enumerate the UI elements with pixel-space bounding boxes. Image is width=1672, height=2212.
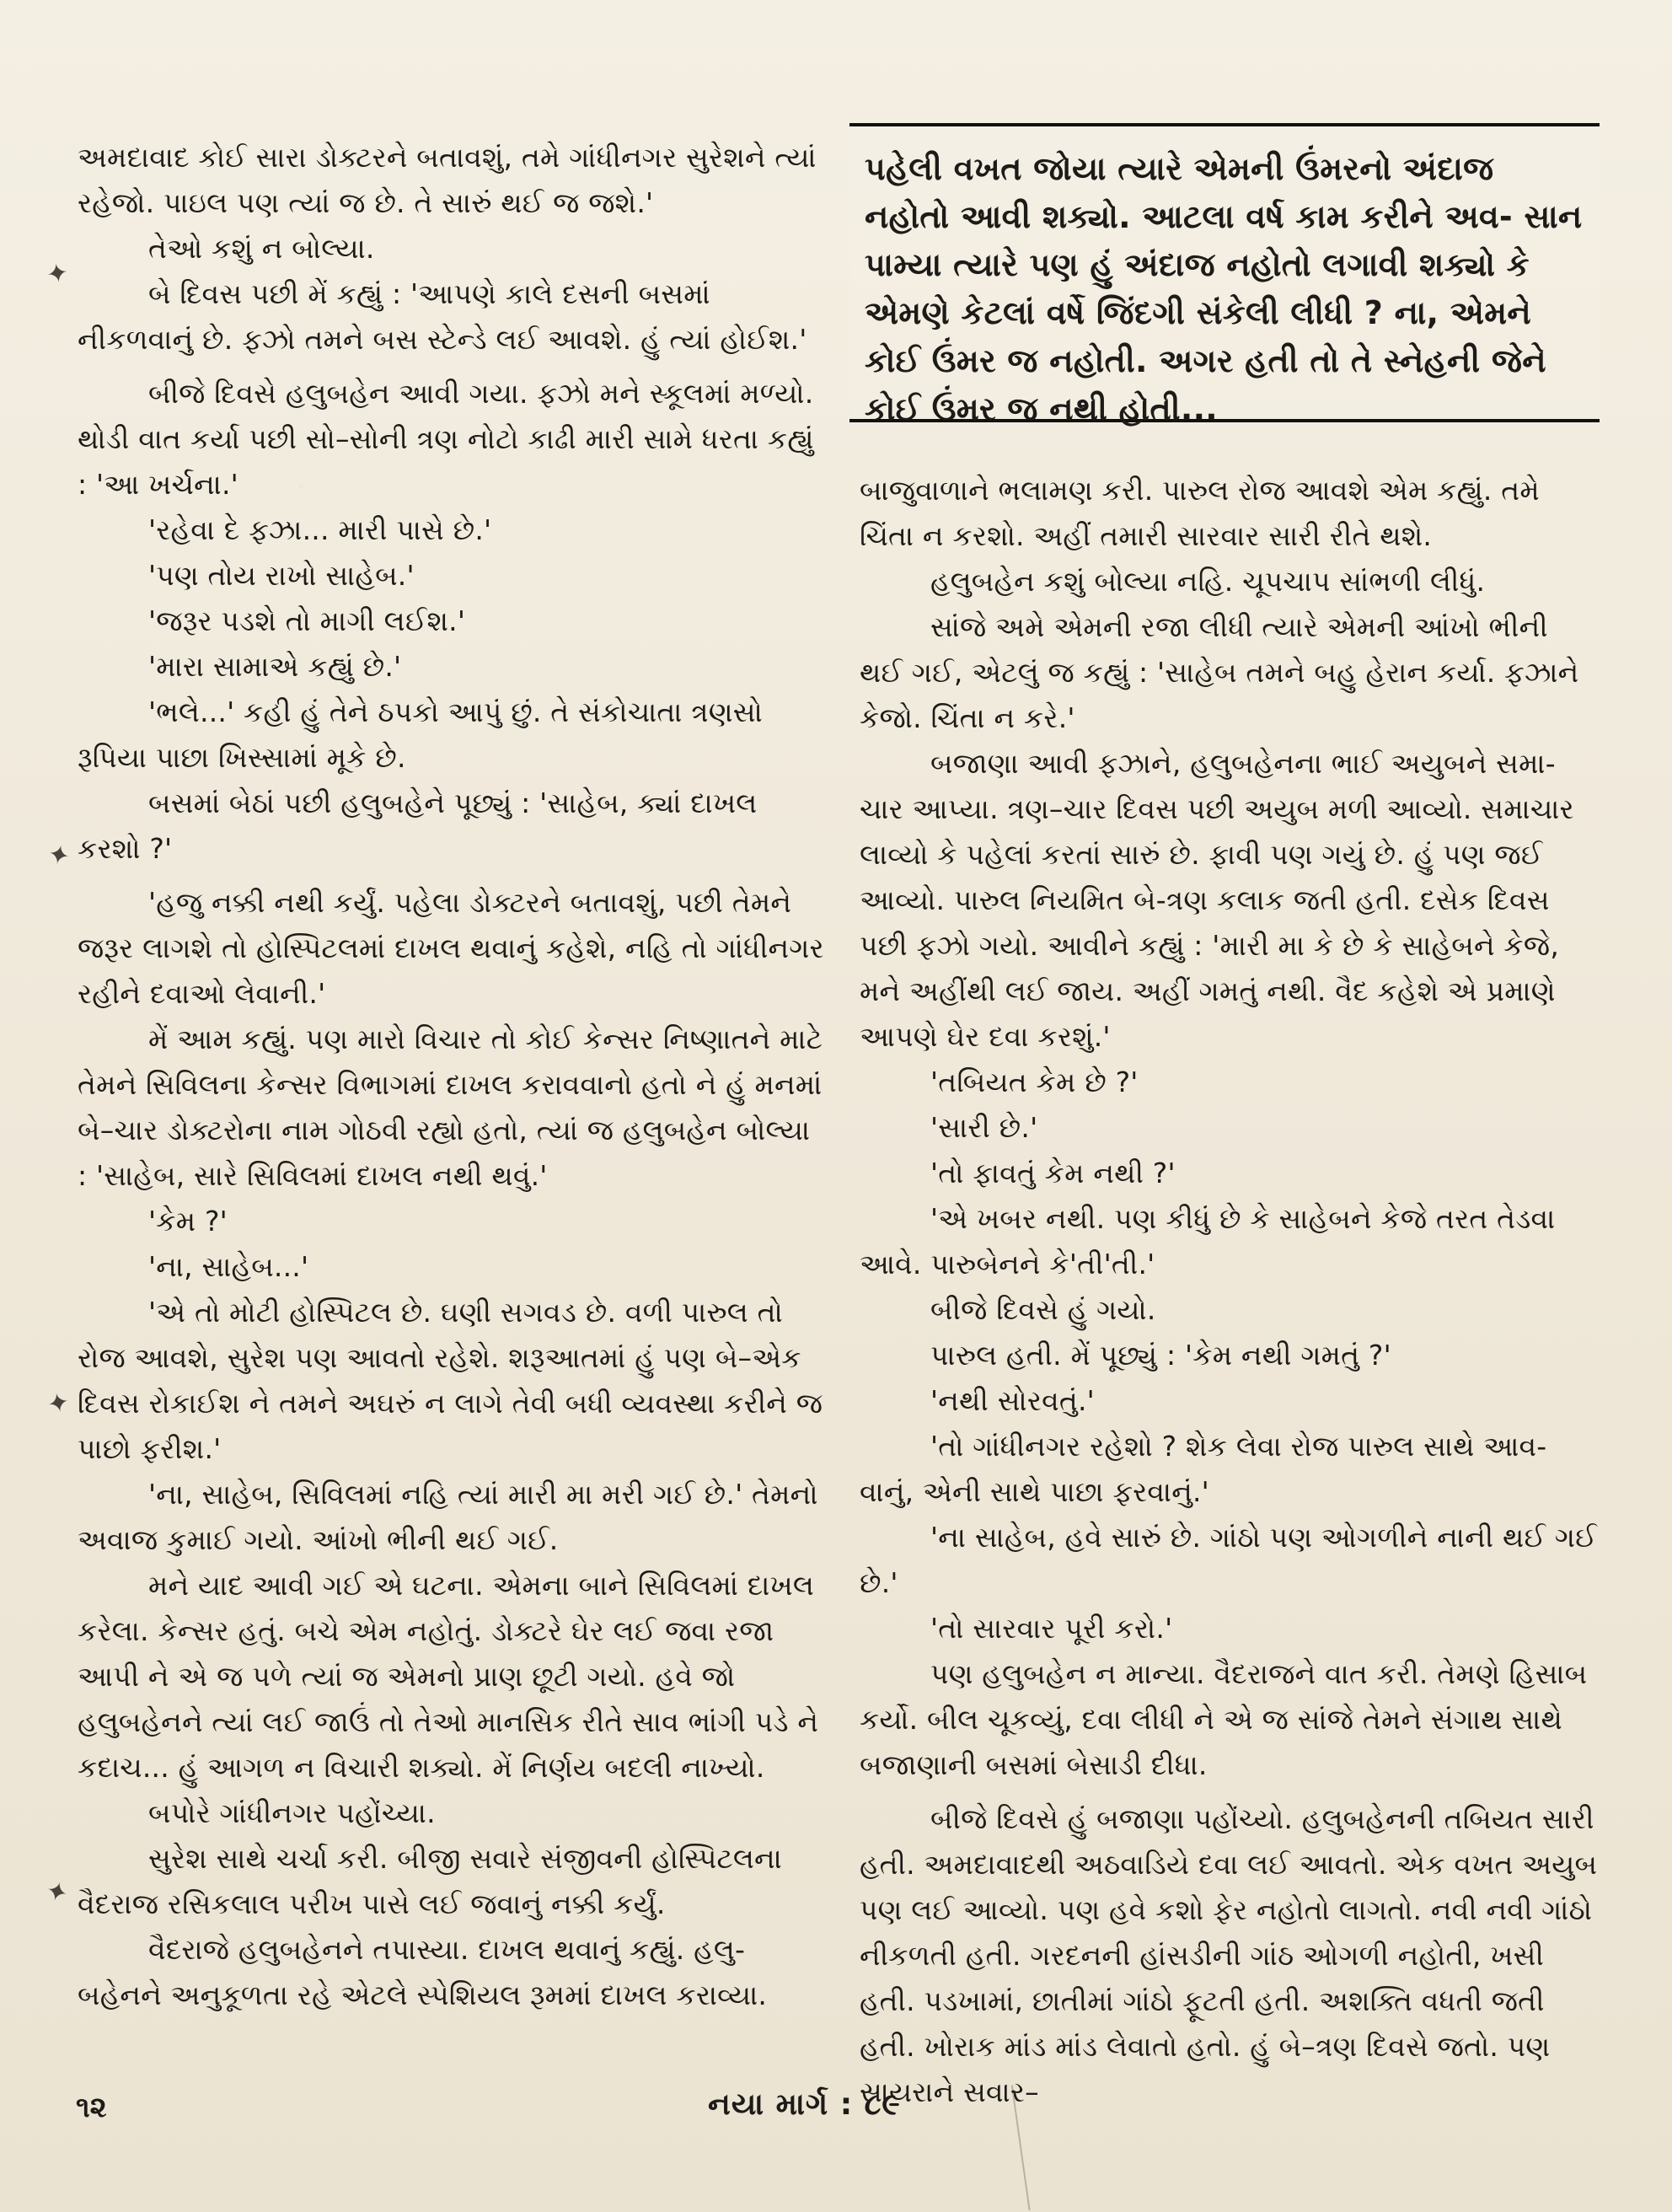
paragraph: 'ભલે...' કહી હું તેને ઠપકો આપું છું. તે સંકોચાતા ત્રણસો રૂપિયા પાછા ખિસ્સામાં મૂકે છે. <box>78 695 763 774</box>
highlight-text: પહેલી વખત જોયા ત્યારે એમની ઉંમરનો અંદાજ નહોતો આવી શક્યો. આટલા વર્ષ કામ કરીને અવ- સાન પામ્યા ત્યારે પણ હું અંદાજ નહોતો લગાવી શક્યો કે એમણે કેટલાં વર્ષે જિંદગી સંકેલી લીધી ? ના, એમને કોઈ ઉંમર જ નહોતી. અગર હતી તો તે સ્નેહની જેને કોઈ ઉંમર જ નથી હોતી... <box>865 150 1583 427</box>
page-footer <box>0 2087 1672 2166</box>
paragraph: 'એ ખબર નથી. પણ કીધું છે કે સાહેબને કેજે તરત તેડવા આવે. પારુબેનને કે'તી'તી.' <box>860 1202 1556 1280</box>
dialogue-line: 'તો ફાવતું કેમ નથી ?' <box>930 1157 1176 1189</box>
dialogue-line: 'નથી સોરવતું.' <box>930 1384 1095 1417</box>
paragraph: બપોરે ગાંધીનગર પહોંચ્યા. <box>148 1796 436 1829</box>
dialogue-line: 'કેમ ?' <box>148 1205 228 1238</box>
page-damage-mark: ✦ <box>45 829 75 875</box>
paragraph: સુરેશ સાથે ચર્ચા કરી. બીજી સવારે સંજીવની હોસ્પિટલના વૈદરાજ રસિકલાલ પરીખ પાસે લઈ જવાનું નક્કી કર્યું. <box>78 1842 782 1920</box>
dialogue-line: 'પણ તોય રાખો સાહેબ.' <box>148 559 415 592</box>
left-column <box>78 135 828 2018</box>
paragraph: બાજુવાળાને ભલામણ કરી. પારુલ રોજ આવશે એમ કહ્યું. તમે ચિંતા ન કરશો. અહીં તમારી સારવાર સારી રીતે થશે. <box>860 474 1540 552</box>
dialogue-line: 'ના, સાહેબ...' <box>148 1250 309 1283</box>
dialogue-line: 'જરૂર પડશે તો માગી લઈશ.' <box>148 604 466 637</box>
page-damage-mark: ✦ <box>43 1377 73 1423</box>
paragraph: મેં આમ કહ્યું. પણ મારો વિચાર તો કોઈ કેન્સર નિષ્ણાતને માટે તેમને સિવિલના કેન્સર વિભાગમાં દાખલ કરાવવાનો હતો ને હું મનમાં બે–ચાર ડોક્ટરોના નામ ગોઠવી રહ્યો હતો, ત્યાં જ હલુબહેન બોલ્યા : 'સાહેબ, સારે સિવિલમાં દાખલ નથી થવું.' <box>78 1023 823 1192</box>
paragraph: 'તો ગાંધીનગર રહેશો ? શેક લેવા રોજ પારુલ સાથે આવ- વાનું, એની સાથે પાછા ફરવાનું.' <box>860 1430 1547 1508</box>
paragraph: 'એ તો મોટી હોસ્પિટલ છે. ઘણી સગવડ છે. વળી પારુલ તો રોજ આવશે, સુરેશ પણ આવતો રહેશે. શરૂઆતમાં હું પણ બે–એક દિવસ રોકાઈશ ને તમને અઘરું ન લાગે તેવી બધી વ્યવસ્થા કરીને જ પાછો ફરીશ.' <box>78 1296 823 1465</box>
paragraph-spacer <box>860 1788 1600 1796</box>
right-column <box>860 468 1600 2115</box>
paragraph: બજાણા આવી ફઝાને, હલુબહેનના ભાઈ અયુબને સમા- ચાર આપ્યા. ત્રણ–ચાર દિવસ પછી અયુબ મળી આવ્યો. સમાચાર લાવ્યો કે પહેલાં કરતાં સારું છે. ફાવી પણ ગયું છે. હું પણ જઈ આવ્યો. પારુલ નિયમિત બે-ત્રણ કલાક જતી હતી. દસેક દિવસ પછી ફઝો ગયો. આવીને કહ્યું : 'મારી મા કે છે કે સાહેબને કેજે, મને અહીંથી લઈ જાય. અહીં ગમતું નથી. વૈદ કહેશે એ પ્રમાણે આપણે ઘેર દવા કરશું.' <box>860 747 1574 1053</box>
paragraph: સાંજે અમે એમની રજા લીધી ત્યારે એમની આંખો ભીની થઈ ગઈ, એટલું જ કહ્યું : 'સાહેબ તમને બહુ હેરાન કર્યા. ફઝાને કેજો. ચિંતા ન કરે.' <box>860 610 1579 734</box>
paragraph: 'હજુ નક્કી નથી કર્યું. પહેલા ડોક્ટરને બતાવશું, પછી તેમને જરૂર લાગશે તો હોસ્પિટલમાં દાખલ થવાનું કહેશે, નહિ તો ગાંધીનગર રહીને દવાઓ લેવાની.' <box>78 886 824 1010</box>
page-damage-mark: ✦ <box>42 248 72 293</box>
paragraph: અમદાવાદ કોઈ સારા ડોક્ટરને બતાવશું, તમે ગાંધીનગર સુરેશને ત્યાં રહેજો. પાઇલ પણ ત્યાં જ છે. તે સારું થઈ જ જશે.' <box>78 141 817 219</box>
dialogue-line: 'તો સારવાર પૂરી કરો.' <box>930 1612 1173 1645</box>
journal-footer: નયા માર્ગ : ૮૯ <box>708 2087 901 2122</box>
paragraph: મને યાદ આવી ગઈ એ ઘટના. એમના બાને સિવિલમાં દાખલ કરેલા. કેન્સર હતું. બચે એમ નહોતું. ડોક્ટરે ઘેર લઈ જવા રજા આપી ને એ જ પળે ત્યાં જ એમનો પ્રાણ છૂટી ગયો. હવે જો હલુબહેનને ત્યાં લઈ જાઉં તો તેઓ માનસિક રીતે સાવ ભાંગી પડે ને કદાચ... હું આગળ ન વિચારી શક્યો. મેં નિર્ણય બદલી નાખ્યો. <box>78 1569 819 1784</box>
paragraph: વૈદરાજે હલુબહેનને તપાસ્યા. દાખલ થવાનું કહ્યું. હલુ- બહેનને અનુકૂળતા રહે એટલે સ્પેશિયલ રૂમમાં દાખલ કરાવ્યા. <box>78 1933 768 2011</box>
paragraph: 'ના સાહેબ, હવે સારું છે. ગાંઠો પણ ઓગળીને નાની થઈ ગઈ છે.' <box>860 1521 1597 1599</box>
paragraph: બે દિવસ પછી મેં કહ્યું : 'આપણે કાલે દસની બસમાં નીકળવાનું છે. ફઝો તમને બસ સ્ટેન્ડે લઈ આવશે. હું ત્યાં હોઈશ.' <box>78 277 807 356</box>
page-damage-mark: ✦ <box>41 1866 74 1912</box>
dialogue-line: 'રહેવા દે ફઝા... મારી પાસે છે.' <box>148 513 492 546</box>
paragraph: તેઓ કશું ન બોલ્યા. <box>148 232 375 265</box>
paragraph: બીજે દિવસે હું ગયો. <box>930 1293 1156 1326</box>
paragraph: બીજે દિવસે હું બજાણા પહોંચ્યો. હલુબહેનની તબિયત સારી હતી. અમદાવાદથી અઠવાડિયે દવા લઈ આવતો. એક વખત અયુબ પણ લઈ આવ્યો. પણ હવે કશો ફેર નહોતો લાગતો. નવી નવી ગાંઠો નીકળતી હતી. ગરદનની હાંસડીની ગાંઠ ઓગળી નહોતી, ખસી હતી. પડખામાં, છાતીમાં ગાંઠો ફૂટતી હતી. અશક્તિ વધતી જતી હતી. ખોરાક માંડ માંડ લેવાતો હતો. હું બે–ત્રણ દિવસે જતો. પણ સાયરાને સવાર– <box>860 1802 1598 2108</box>
dialogue-line: 'સારી છે.' <box>930 1111 1038 1144</box>
paragraph: હલુબહેન કશું બોલ્યા નહિ. ચૂપચાપ સાંભળી લીધું. <box>930 565 1486 598</box>
highlight-box <box>849 123 1600 427</box>
paragraph-spacer <box>78 872 828 880</box>
paragraph: પણ હલુબહેન ન માન્યા. વૈદરાજને વાત કરી. તેમણે હિસાબ કર્યો. બીલ ચૂકવ્યું, દવા લીધી ને એ જ સાંજે તેમને સંગાથ સાથે બજાણાની બસમાં બેસાડી દીધા. <box>860 1657 1588 1781</box>
page-number: ૧૨ <box>76 2091 107 2124</box>
paragraph: બીજે દિવસે હલુબહેન આવી ગયા. ફઝો મને સ્કૂલમાં મળ્યો. થોડી વાત કર્યા પછી સો–સોની ત્રણ નોટો કાઢી મારી સામે ધરતા કહ્યું : 'આ ખર્ચના.' <box>78 377 814 501</box>
paragraph: બસમાં બેઠાં પછી હલુબહેને પૂછ્યું : 'સાહેબ, ક્યાં દાખલ કરશો ?' <box>78 787 758 865</box>
paragraph: પારુલ હતી. મેં પૂછ્યું : 'કેમ નથી ગમતું ?' <box>930 1339 1391 1372</box>
paragraph-spacer <box>78 362 828 371</box>
dialogue-line: 'મારા સામાએ કહ્યું છે.' <box>148 650 402 683</box>
paragraph: 'ના, સાહેબ, સિવિલમાં નહિ ત્યાં મારી મા મરી ગઈ છે.' તેમનો અવાજ કુમાઈ ગયો. આંખો ભીની થઈ ગઈ. <box>78 1478 818 1556</box>
dialogue-line: 'તબિયત કેમ છે ?' <box>930 1066 1139 1098</box>
